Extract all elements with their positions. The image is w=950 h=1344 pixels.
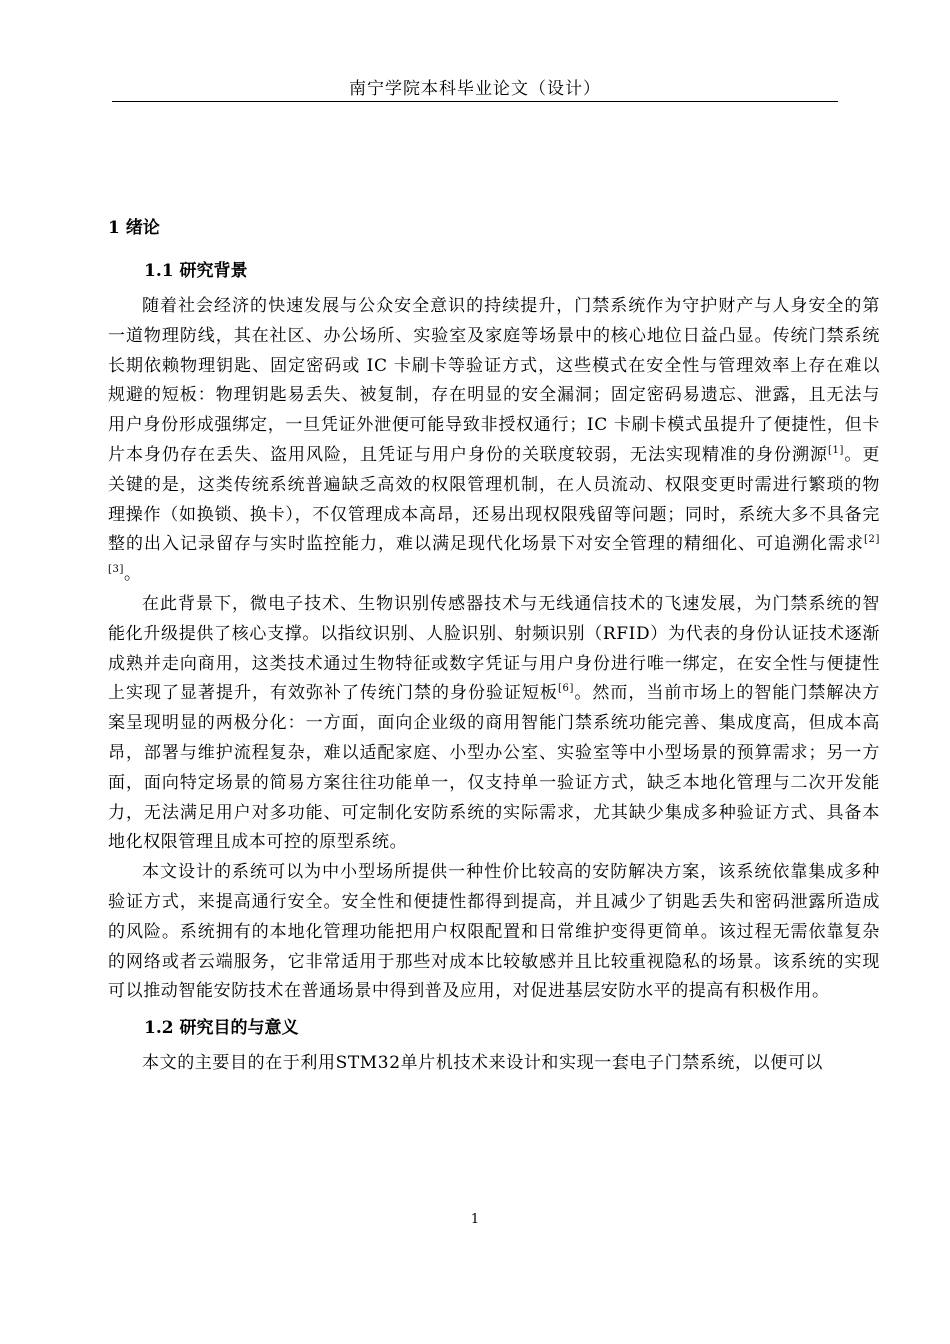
body-paragraph [108,1049,880,1079]
body-paragraph [108,590,880,858]
running-header: 南宁学院本科毕业论文（设计） [349,79,601,99]
chapter-title: 1 绪论 [108,218,160,238]
section-title: 1.1 研究背景 [144,261,248,281]
header-rule [112,101,838,102]
paragraph-text: 。 [123,564,142,585]
body-paragraph [108,858,880,1007]
citation-reference[interactable]: [1] [828,444,844,456]
section-title: 1.2 研究目的与意义 [144,1018,299,1039]
body-content [108,212,880,1079]
citation-reference[interactable]: [6] [558,683,574,695]
body-paragraph [108,292,880,590]
paragraph-text: 。更关键的是，这类传统系统普遍缺乏高效的权限管理机制，在人员流动、权限变更时需进行繁琐的物理操作（如换锁、换卡），不仅管理成本高昂，还易出现权限残留等问题；同时，系统大多不具备完整的出入记录留存与实时监控能力，难以满足现代化场景下对安全管理的精细化、可追溯化需求 [108,444,881,555]
paragraph-text: 在此背景下，微电子技术、生物识别传感器技术与无线通信技术的飞速发展，为门禁系统的智能化升级提供了核心支撑。以指纹识别、人脸识别、射频识别（RFID）为代表的身份认证技术逐渐成熟并走向商用，这类技术通过生物特征或数字凭证与用户身份进行唯一绑定，在安全性与便捷性上实现了显著提升，有效弥补了传统门禁的身份验证短板 [108,593,880,704]
paragraph-text: 本文设计的系统可以为中小型场所提供一种性价比较高的安防解决方案，该系统依靠集成多种验证方式，来提高通行安全。安全性和便捷性都得到提高，并且减少了钥匙丢失和密码泄露所造成的风险。系统拥有的本地化管理功能把用户权限配置和日常维护变得更简单。该过程无需依靠复杂的网络或者云端服务，它非常适用于那些对成本比较敏感并且比较重视隐私的场景。该系统的实现可以推动智能安防技术在普通场景中得到普及应用，对促进基层安防水平的提高有积极作用。 [108,862,880,1002]
paragraph-text: 。然而，当前市场上的智能门禁解决方案呈现明显的两极分化：一方面，面向企业级的商用智能门禁系统功能完善、集成度高，但成本高昂，部署与维护流程复杂，难以适配家庭、小型办公室、实验室等中小型场景的预算需求；另一方面，面向特定场景的简易方案往往功能单一，仅支持单一验证方式，缺乏本地化管理与二次开发能力，无法满足用户对多功能、可定制化安防系统的实际需求，尤其缺少集成多种验证方式、具备本地化权限管理且成本可控的原型系统。 [108,683,880,853]
paragraph-text: 随着社会经济的快速发展与公众安全意识的持续提升，门禁系统作为守护财产与人身安全的第一道物理防线，其在社区、办公场所、实验室及家庭等场景中的核心地位日益凸显。传统门禁系统长期依赖物理钥匙、固定密码或 IC 卡刷卡等验证方式，这些模式在安全性与管理效率上存在难以规避的短板：物理钥匙易丢失、被复制，存在明显的安全漏洞；固定密码易遗忘、泄露，且无法与用户身份形成强绑定，一旦凭证外泄便可能导致非授权通行；IC 卡刷卡模式虽提升了便捷性，但卡片本身仍存在丢失、盗用风险，且凭证与用户身份的关联度较弱，无法实现精准的身份溯源 [108,296,880,465]
citation-reference[interactable]: [2][3] [108,534,880,576]
page-number: 1 [470,1212,480,1227]
paragraph-text: 本文的主要目的在于利用STM32单片机技术来设计和实现一套电子门禁系统，以便可以 [142,1053,824,1074]
sections-container [108,254,880,1079]
